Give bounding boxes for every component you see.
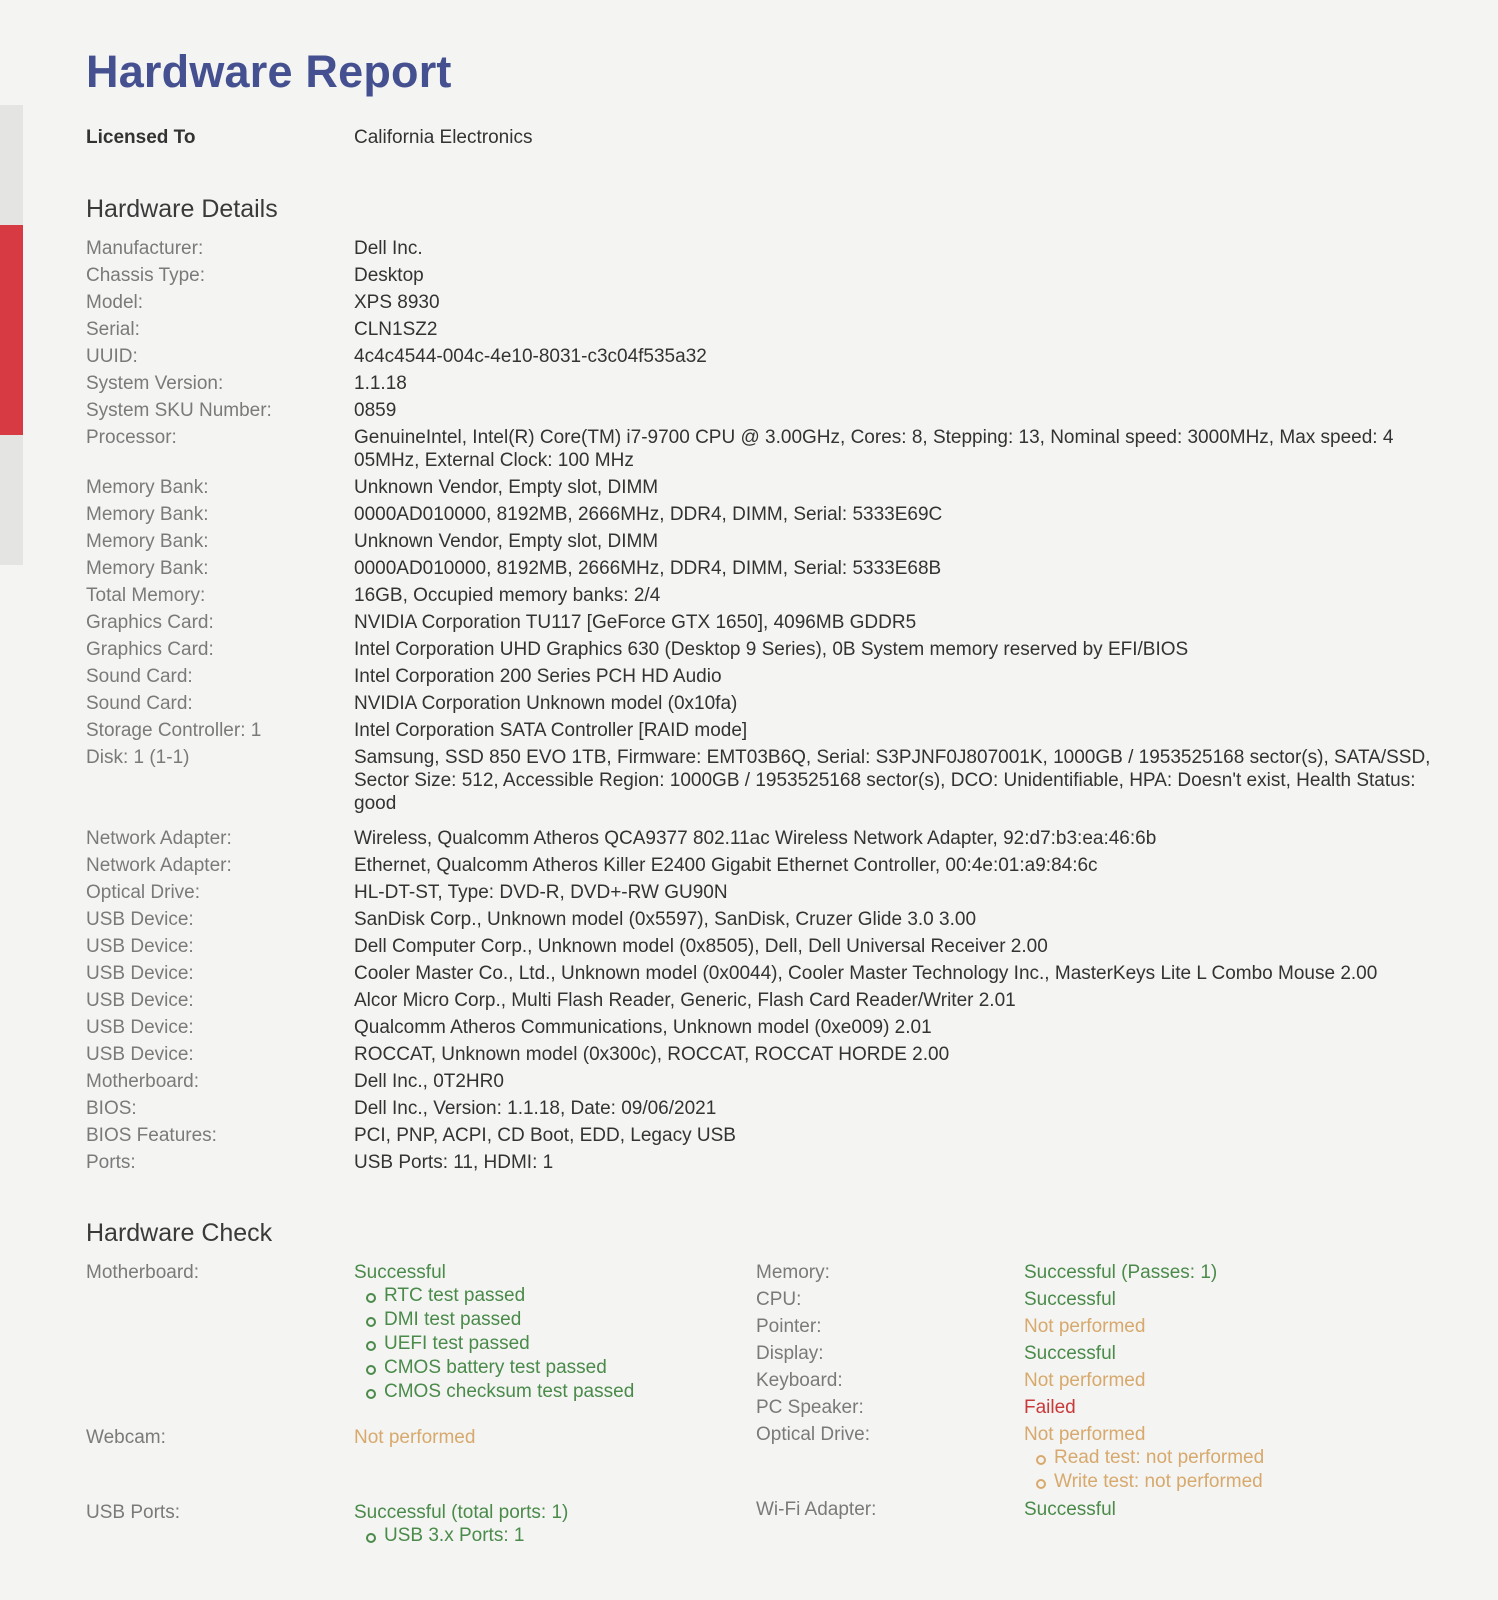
detail-value: Dell Computer Corp., Unknown model (0x8505), Dell, Dell Universal Receiver 2.00 (354, 936, 1048, 957)
detail-row (86, 530, 1431, 553)
check-status: Successful (total ports: 1) (354, 1502, 569, 1523)
detail-value: ROCCAT, Unknown model (0x300c), ROCCAT, ROCCAT HORDE 2.00 (354, 1044, 950, 1065)
subtest-item: CMOS battery test passed (366, 1356, 756, 1380)
detail-value: 4c4c4544-004c-4e10-8031-c3c04f535a32 (354, 346, 707, 367)
detail-row (86, 372, 1431, 395)
detail-value: Dell Inc., 0T2HR0 (354, 1071, 504, 1092)
detail-label: Memory Bank: (86, 531, 209, 552)
check-column-right (756, 1261, 1431, 1548)
check-status: Not performed (1024, 1424, 1146, 1445)
check-row-pc-speaker (756, 1396, 1431, 1419)
detail-label: Memory Bank: (86, 504, 209, 525)
detail-value: Wireless, Qualcomm Atheros QCA9377 802.11ac Wireless Network Adapter, 92:d7:b3:ea:46:6b (354, 828, 1157, 849)
check-label: CPU: (756, 1289, 802, 1310)
detail-row (86, 237, 1431, 260)
subtest-item: USB 3.x Ports: 1 (366, 1524, 756, 1548)
hardware-report-page (86, 40, 1431, 1548)
detail-label: Storage Controller: 1 (86, 720, 262, 741)
detail-row (86, 611, 1431, 634)
detail-label: Graphics Card: (86, 612, 214, 633)
check-status: Successful (1024, 1289, 1116, 1310)
hardware-check-grid (86, 1261, 1431, 1548)
detail-value: 1.1.18 (354, 373, 407, 394)
detail-row (86, 962, 1431, 985)
subtest-item: RTC test passed (366, 1284, 756, 1308)
detail-value: Intel Corporation UHD Graphics 630 (Desktop 9 Series), 0B System memory reserved by EFI/BIOS (354, 639, 1189, 660)
detail-value: 0000AD010000, 8192MB, 2666MHz, DDR4, DIMM, Serial: 5333E68B (354, 558, 942, 579)
detail-label: Motherboard: (86, 1071, 200, 1092)
check-label: Display: (756, 1343, 824, 1364)
detail-row (86, 503, 1431, 526)
detail-value: Alcor Micro Corp., Multi Flash Reader, Generic, Flash Card Reader/Writer 2.01 (354, 990, 1016, 1011)
detail-value: XPS 8930 (354, 292, 440, 313)
detail-label: Sound Card: (86, 693, 193, 714)
detail-label: BIOS Features: (86, 1125, 217, 1146)
left-edge-panel-top (0, 105, 23, 225)
check-row-keyboard (756, 1369, 1431, 1392)
check-column-left (86, 1261, 756, 1548)
detail-label: System SKU Number: (86, 400, 272, 421)
detail-value: Desktop (354, 265, 424, 286)
detail-row (86, 291, 1431, 314)
detail-label: System Version: (86, 373, 224, 394)
detail-label: USB Device: (86, 909, 194, 930)
detail-row (86, 264, 1431, 287)
detail-row (86, 1043, 1431, 1066)
licensed-to-row (86, 126, 1431, 150)
detail-label: Ports: (86, 1152, 136, 1173)
check-label: USB Ports: (86, 1502, 180, 1523)
subtest-item: Read test: not performed (1036, 1446, 1431, 1470)
detail-row (86, 584, 1431, 607)
hardware-check-title: Hardware Check (86, 1219, 273, 1247)
detail-value: SanDisk Corp., Unknown model (0x5597), SanDisk, Cruzer Glide 3.0 3.00 (354, 909, 977, 930)
usb-ports-subtests (354, 1524, 756, 1548)
left-edge-panel-bottom (0, 435, 23, 565)
detail-value: Cooler Master Co., Ltd., Unknown model (0x0044), Cooler Master Technology Inc., MasterKeys Lite L Combo Mouse 2.00 (354, 963, 1378, 984)
check-status: Failed (1024, 1397, 1076, 1418)
check-row-optical-drive (756, 1423, 1431, 1494)
detail-row (86, 908, 1431, 931)
detail-value: NVIDIA Corporation Unknown model (0x10fa) (354, 693, 738, 714)
check-status: Not performed (1024, 1370, 1146, 1391)
detail-row (86, 989, 1431, 1012)
check-label: PC Speaker: (756, 1397, 864, 1418)
check-row-webcam (86, 1426, 756, 1449)
check-status: Not performed (1024, 1316, 1146, 1337)
detail-label: USB Device: (86, 990, 194, 1011)
check-status: Successful (1024, 1499, 1116, 1520)
detail-value: 0000AD010000, 8192MB, 2666MHz, DDR4, DIMM, Serial: 5333E69C (354, 504, 943, 525)
check-row-usb-ports (86, 1501, 756, 1548)
detail-label: Network Adapter: (86, 828, 232, 849)
hardware-details-table (86, 237, 1431, 1174)
detail-row (86, 426, 1431, 472)
subtest-item: UEFI test passed (366, 1332, 756, 1356)
check-status: Successful (1024, 1343, 1116, 1364)
detail-row (86, 881, 1431, 904)
detail-label: Sound Card: (86, 666, 193, 687)
check-label: Webcam: (86, 1427, 166, 1448)
detail-value: GenuineIntel, Intel(R) Core(TM) i7-9700 CPU @ 3.00GHz, Cores: 8, Stepping: 13, Nominal speed: 3000MHz, Max speed: 4 05MHz, External Clock: 100 MHz (354, 427, 1394, 471)
detail-value: Dell Inc. (354, 238, 423, 259)
detail-row (86, 827, 1431, 850)
detail-label: Disk: 1 (1-1) (86, 747, 190, 768)
check-row-display (756, 1342, 1431, 1365)
detail-label: Memory Bank: (86, 558, 209, 579)
hardware-details-title: Hardware Details (86, 195, 278, 223)
detail-label: Chassis Type: (86, 265, 205, 286)
detail-row (86, 719, 1431, 742)
check-label: Memory: (756, 1262, 830, 1283)
check-label: Optical Drive: (756, 1424, 871, 1445)
detail-label: Memory Bank: (86, 477, 209, 498)
detail-row (86, 638, 1431, 661)
optical-drive-subtests (1024, 1446, 1431, 1494)
detail-value: PCI, PNP, ACPI, CD Boot, EDD, Legacy USB (354, 1125, 736, 1146)
detail-value: Intel Corporation SATA Controller [RAID mode] (354, 720, 748, 741)
detail-row (86, 1151, 1431, 1174)
check-label: Pointer: (756, 1316, 822, 1337)
detail-label: BIOS: (86, 1098, 137, 1119)
subtest-item: CMOS checksum test passed (366, 1380, 756, 1404)
check-label: Motherboard: (86, 1262, 200, 1283)
check-status: Successful (354, 1262, 446, 1283)
check-label: Keyboard: (756, 1370, 843, 1391)
check-row-wifi-adapter (756, 1498, 1431, 1521)
detail-value: Unknown Vendor, Empty slot, DIMM (354, 531, 659, 552)
detail-row (86, 854, 1431, 877)
detail-label: Optical Drive: (86, 882, 201, 903)
detail-row (86, 557, 1431, 580)
detail-label: USB Device: (86, 963, 194, 984)
detail-row (86, 692, 1431, 715)
check-status: Successful (Passes: 1) (1024, 1262, 1218, 1283)
detail-row (86, 1124, 1431, 1147)
subtest-item: Write test: not performed (1036, 1470, 1431, 1494)
subtest-item: DMI test passed (366, 1308, 756, 1332)
detail-label: Model: (86, 292, 144, 313)
detail-row (86, 318, 1431, 341)
detail-label: Network Adapter: (86, 855, 232, 876)
check-row-pointer (756, 1315, 1431, 1338)
detail-value: NVIDIA Corporation TU117 [GeForce GTX 1650], 4096MB GDDR5 (354, 612, 917, 633)
motherboard-subtests (354, 1284, 756, 1404)
detail-label: USB Device: (86, 1044, 194, 1065)
detail-row (86, 476, 1431, 499)
detail-value: Intel Corporation 200 Series PCH HD Audio (354, 666, 722, 687)
report-title: Hardware Report (86, 46, 452, 97)
detail-label: USB Device: (86, 936, 194, 957)
detail-row (86, 1097, 1431, 1120)
detail-label: UUID: (86, 346, 138, 367)
left-edge-red-tab (0, 225, 23, 435)
detail-value: HL-DT-ST, Type: DVD-R, DVD+-RW GU90N (354, 882, 728, 903)
detail-label: Processor: (86, 427, 177, 448)
detail-label: USB Device: (86, 1017, 194, 1038)
check-label: Wi-Fi Adapter: (756, 1499, 877, 1520)
detail-value: Dell Inc., Version: 1.1.18, Date: 09/06/2021 (354, 1098, 717, 1119)
check-row-cpu (756, 1288, 1431, 1311)
detail-row (86, 665, 1431, 688)
detail-value: Qualcomm Atheros Communications, Unknown model (0xe009) 2.01 (354, 1017, 932, 1038)
detail-value: USB Ports: 11, HDMI: 1 (354, 1152, 554, 1173)
detail-value: Unknown Vendor, Empty slot, DIMM (354, 477, 659, 498)
detail-value: 16GB, Occupied memory banks: 2/4 (354, 585, 661, 606)
check-row-motherboard (86, 1261, 756, 1404)
licensed-to-label: Licensed To (86, 127, 196, 148)
check-status: Not performed (354, 1427, 476, 1448)
detail-label: Graphics Card: (86, 639, 214, 660)
detail-row (86, 345, 1431, 368)
detail-label: Total Memory: (86, 585, 206, 606)
detail-value: Ethernet, Qualcomm Atheros Killer E2400 Gigabit Ethernet Controller, 00:4e:01:a9:84:6c (354, 855, 1098, 876)
detail-label: Serial: (86, 319, 140, 340)
detail-label: Manufacturer: (86, 238, 204, 259)
detail-row (86, 1016, 1431, 1039)
licensed-to-value: California Electronics (354, 127, 533, 148)
detail-row (86, 746, 1431, 815)
detail-row (86, 1070, 1431, 1093)
detail-row (86, 399, 1431, 422)
detail-value: CLN1SZ2 (354, 319, 438, 340)
detail-value: Samsung, SSD 850 EVO 1TB, Firmware: EMT03B6Q, Serial: S3PJNF0J807001K, 1000GB / 1953525168 sector(s), SATA/SSD, Sector Size: 512, Accessible Region: 1000GB / 1953525168 sector(s), DCO: Unidentifiable, HPA: Doesn't exist, Health Status: good (354, 747, 1431, 814)
check-row-memory (756, 1261, 1431, 1284)
detail-value: 0859 (354, 400, 397, 421)
detail-row (86, 935, 1431, 958)
